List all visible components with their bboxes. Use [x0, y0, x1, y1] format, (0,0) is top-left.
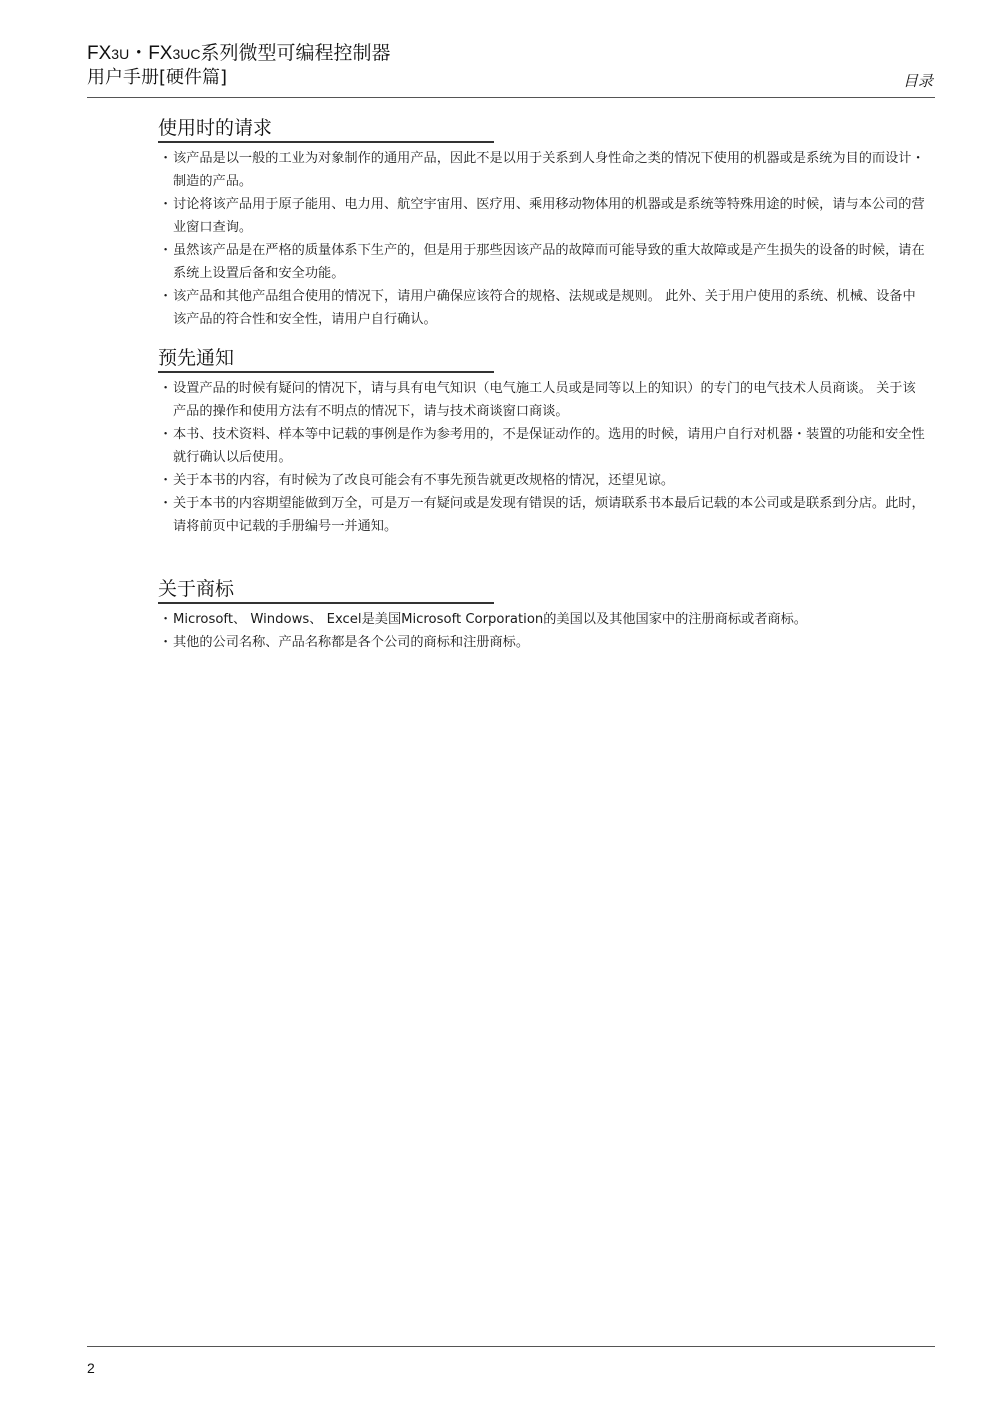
section-label: 目录: [902, 72, 933, 90]
item-text: 虽然该产品是在严格的质量体系下生产的，但是用于那些因该产品的故障而可能导致的重大故障或是产生损失的设备的时候，请在系统上设置后备和安全功能。: [173, 243, 925, 281]
list-item: [158, 239, 928, 285]
item-text: Microsoft、 Windows、 Excel是美国Microsoft Corporation的美国以及其他国家中的注册商标或者商标。: [173, 612, 807, 627]
bullet: ・: [159, 427, 173, 442]
title-part3: 系列微型可编程控制器: [200, 43, 391, 64]
list-item: [158, 193, 928, 239]
page-header: [87, 40, 935, 97]
list-item: [158, 423, 928, 469]
item-text: 该产品和其他产品组合使用的情况下，请用户确保应该符合的规格、法规或是规则。 此外、关于用户使用的系统、机械、设备中该产品的符合性和安全性，请用户自行确认。: [173, 289, 916, 327]
list-item: [158, 631, 928, 654]
title-part2: ・FX: [129, 43, 173, 64]
item-text: 设置产品的时候有疑问的情况下，请与具有电气知识（电气施工人员或是同等以上的知识）的专门的电气技术人员商谈。 关于该产品的操作和使用方法有不明点的情况下，请与技术商谈窗口商谈。: [173, 381, 916, 419]
item-text: 关于本书的内容期望能做到万全，可是万一有疑问或是发现有错误的话，烦请联系书本最后记载的本公司或是联系到分店。此时，请将前页中记载的手册编号一并通知。: [173, 496, 925, 534]
section-trademarks: [158, 577, 928, 654]
list-item: [158, 608, 928, 631]
title-part1: FX: [87, 43, 112, 64]
bullet: ・: [159, 243, 173, 258]
manual-title: [87, 42, 391, 66]
section-title: 关于商标: [158, 577, 494, 604]
bullet: ・: [159, 473, 173, 488]
header-divider: [87, 97, 935, 98]
list-item: [158, 469, 928, 492]
manual-subtitle: 用户手册[硬件篇]: [87, 67, 228, 88]
section-advance-notice: [158, 346, 928, 538]
item-text: 关于本书的内容，有时候为了改良可能会有不事先预告就更改规格的情况，还望见谅。: [173, 473, 675, 488]
bullet: ・: [159, 197, 173, 212]
item-text: 其他的公司名称、产品名称都是各个公司的商标和注册商标。: [173, 635, 530, 650]
item-text: 本书、技术资料、样本等中记载的事例是作为参考用的，不是保证动作的。选用的时候，请用户自行对机器・装置的功能和安全性就行确认以后使用。: [173, 427, 925, 465]
page-number: 2: [87, 1360, 95, 1376]
title-sub1: 3U: [111, 46, 130, 62]
bullet: ・: [159, 381, 173, 396]
footer-divider: [87, 1346, 935, 1347]
item-text: 讨论将该产品用于原子能用、电力用、航空宇宙用、医疗用、乘用移动物体用的机器或是系统等特殊用途的时候，请与本公司的营业窗口查询。: [173, 197, 925, 235]
title-sub2: 3UC: [172, 46, 201, 62]
bullet: ・: [159, 151, 173, 166]
bullet: ・: [159, 635, 173, 650]
bullet: ・: [159, 612, 173, 627]
list-item: [158, 492, 928, 538]
section-title: 预先通知: [158, 346, 494, 373]
list-item: [158, 147, 928, 193]
section-usage-requests: [158, 116, 928, 331]
section-title: 使用时的请求: [158, 116, 494, 143]
item-text: 该产品是以一般的工业为对象制作的通用产品，因此不是以用于关系到人身性命之类的情况下使用的机器或是系统为目的而设计・制造的产品。: [173, 151, 925, 189]
list-item: [158, 285, 928, 331]
bullet: ・: [159, 496, 173, 511]
list-item: [158, 377, 928, 423]
bullet: ・: [159, 289, 173, 304]
